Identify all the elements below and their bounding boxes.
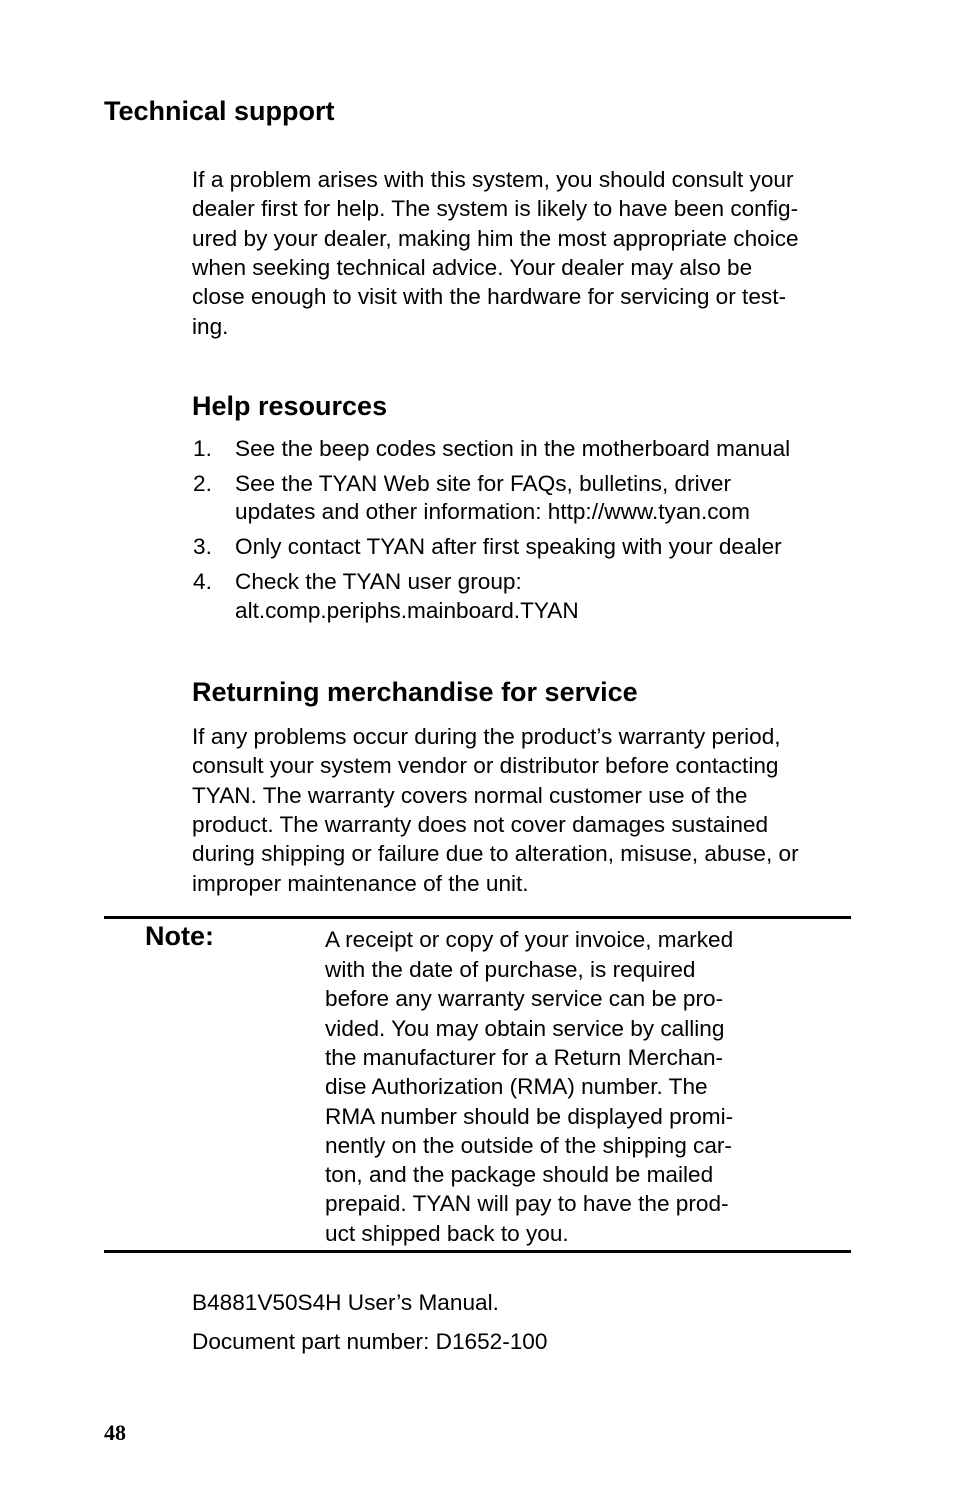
returning-line: product. The warranty does not cover damages sustained — [192, 811, 769, 837]
help-resources-list — [192, 435, 790, 631]
returning-heading: Returning merchandise for service — [192, 677, 638, 707]
page-number: 48 — [104, 1420, 126, 1445]
help-resources-heading: Help resources — [192, 391, 388, 421]
list-item — [192, 435, 790, 464]
note-line: A receipt or copy of your invoice, marked — [325, 927, 734, 952]
note-line: dise Authorization (RMA) number. The — [325, 1074, 708, 1100]
list-number: 4. — [193, 568, 212, 594]
note-label: Note: — [145, 921, 214, 951]
list-number: 3. — [193, 534, 212, 560]
note-line: the manufacturer for a Return Merchan- — [325, 1044, 724, 1070]
note-line: RMA number should be displayed promi- — [325, 1103, 734, 1129]
note-line: with the date of purchase, is required — [325, 957, 696, 982]
note-line: nently on the outside of the shipping car- — [325, 1132, 732, 1158]
list-item-text: alt.comp.periphs.mainboard.TYAN — [235, 597, 579, 623]
note-line: ton, and the package should be mailed — [325, 1162, 714, 1188]
intro-line: close enough to visit with the hardware for servicing or test- — [192, 284, 786, 310]
list-item-text: See the TYAN Web site for FAQs, bulletins, driver — [235, 470, 732, 496]
list-number: 1. — [193, 436, 212, 461]
section-heading: Technical support — [104, 96, 335, 126]
intro-line: ured by your dealer, making him the most appropriate choice — [192, 225, 799, 251]
intro-line: ing. — [192, 313, 229, 339]
list-item — [192, 533, 790, 562]
document-part-number: Document part number: D1652-100 — [192, 1329, 548, 1354]
intro-line: when seeking technical advice. Your dealer may also be — [192, 254, 753, 280]
returning-line: TYAN. The warranty covers normal customer use of the — [192, 782, 748, 808]
returning-line: consult your system vendor or distributor before contacting — [192, 753, 779, 779]
returning-line: If any problems occur during the product’s warranty period, — [192, 724, 781, 749]
note-line: vided. You may obtain service by calling — [325, 1015, 725, 1041]
list-item-text: Only contact TYAN after first speaking with your dealer — [235, 534, 782, 560]
note-line: prepaid. TYAN will pay to have the prod- — [325, 1191, 729, 1217]
list-item-text: updates and other information: http://www.tyan.com — [235, 499, 750, 525]
returning-line: during shipping or failure due to alteration, misuse, abuse, or — [192, 841, 799, 867]
manual-title: B4881V50S4H User’s Manual. — [192, 1290, 499, 1315]
returning-line: improper maintenance of the unit. — [192, 870, 529, 896]
intro-line: If a problem arises with this system, you should consult your — [192, 167, 794, 192]
intro-line: dealer first for help. The system is likely to have been config- — [192, 196, 799, 222]
note-line: uct shipped back to you. — [325, 1220, 569, 1246]
list-number: 2. — [193, 470, 212, 496]
list-item-text: Check the TYAN user group: — [235, 568, 522, 594]
list-item — [192, 568, 790, 625]
list-item-text: See the beep codes section in the motherboard manual — [235, 436, 791, 461]
note-line: before any warranty service can be pro- — [325, 986, 724, 1012]
list-item — [192, 470, 790, 527]
